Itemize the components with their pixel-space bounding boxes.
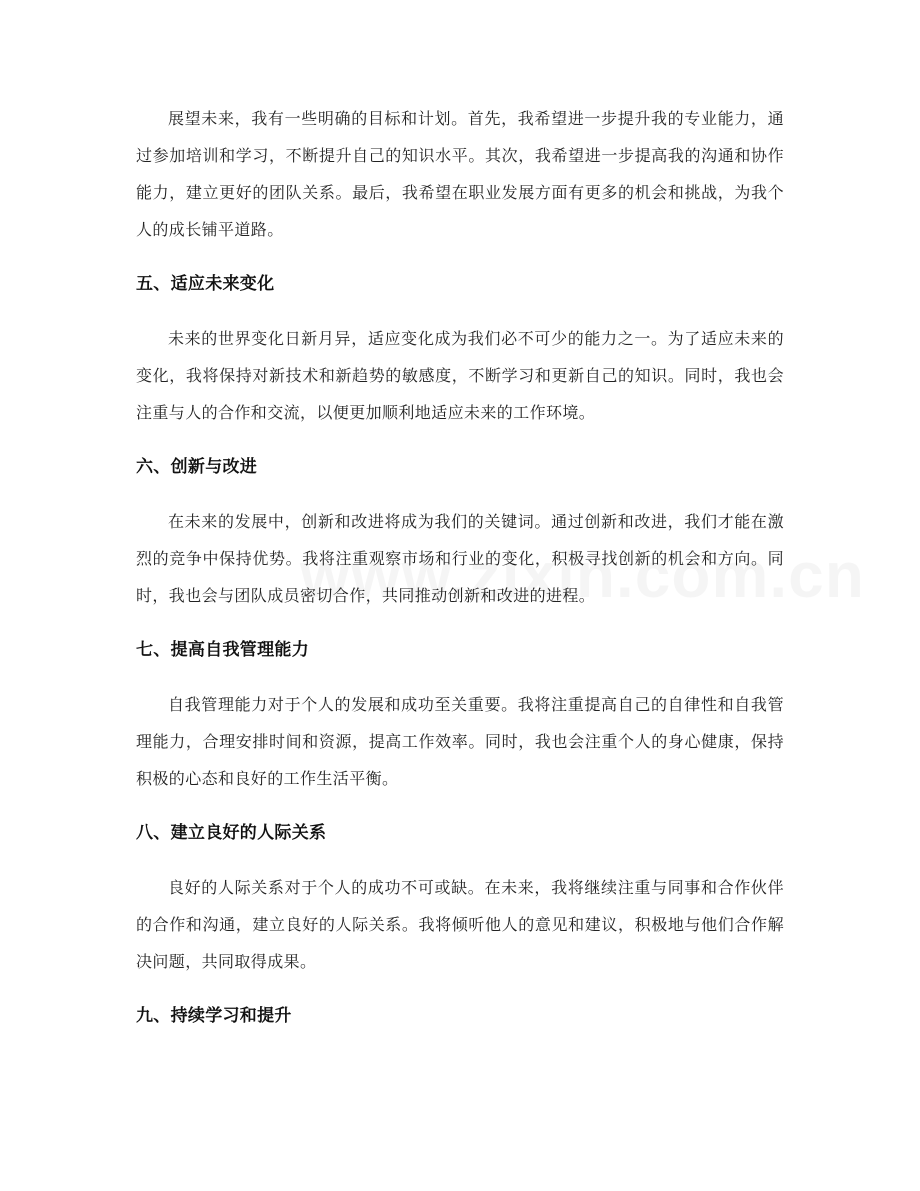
- section-paragraph-self-management: 自我管理能力对于个人的发展和成功至关重要。我将注重提高自己的自律性和自我管理能力，合理安排时间和资源，提高工作效率。同时，我也会注重个人的身心健康，保持积极的心态和良好的工作生活平衡。: [136, 695, 784, 788]
- section-heading-adapt-future: 五、适应未来变化: [136, 274, 275, 294]
- section-paragraph-relationships: 良好的人际关系对于个人的成功不可或缺。在未来，我将继续注重与同事和合作伙伴的合作和沟通，建立良好的人际关系。我将倾听他人的意见和建议，积极地与他们合作解决问题，共同取得成果。: [136, 878, 784, 971]
- intro-paragraph: 展望未来，我有一些明确的目标和计划。首先，我希望进一步提升我的专业能力，通过参加培训和学习，不断提升自己的知识水平。其次，我希望进一步提高我的沟通和协作能力，建立更好的团队关系。最后，我希望在职业发展方面有更多的机会和挑战，为我个人的成长铺平道路。: [136, 109, 784, 239]
- document-body: [136, 100, 784, 1052]
- section-heading-relationships: 八、建立良好的人际关系: [136, 823, 327, 843]
- section-heading-innovation: 六、创新与改进: [136, 457, 258, 477]
- section-heading-continuous-learning: 九、持续学习和提升: [136, 1006, 292, 1026]
- section-paragraph-innovation: 在未来的发展中，创新和改进将成为我们的关键词。通过创新和改进，我们才能在激烈的竞争中保持优势。我将注重观察市场和行业的变化，积极寻找创新的机会和方向。同时，我也会与团队成员密切合作，共同推动创新和改进的进程。: [136, 512, 784, 605]
- section-paragraph-adapt-future: 未来的世界变化日新月异，适应变化成为我们必不可少的能力之一。为了适应未来的变化，我将保持对新技术和新趋势的敏感度，不断学习和更新自己的知识。同时，我也会注重与人的合作和交流，以便更加顺利地适应未来的工作环境。: [136, 329, 784, 422]
- section-heading-self-management: 七、提高自我管理能力: [136, 640, 309, 660]
